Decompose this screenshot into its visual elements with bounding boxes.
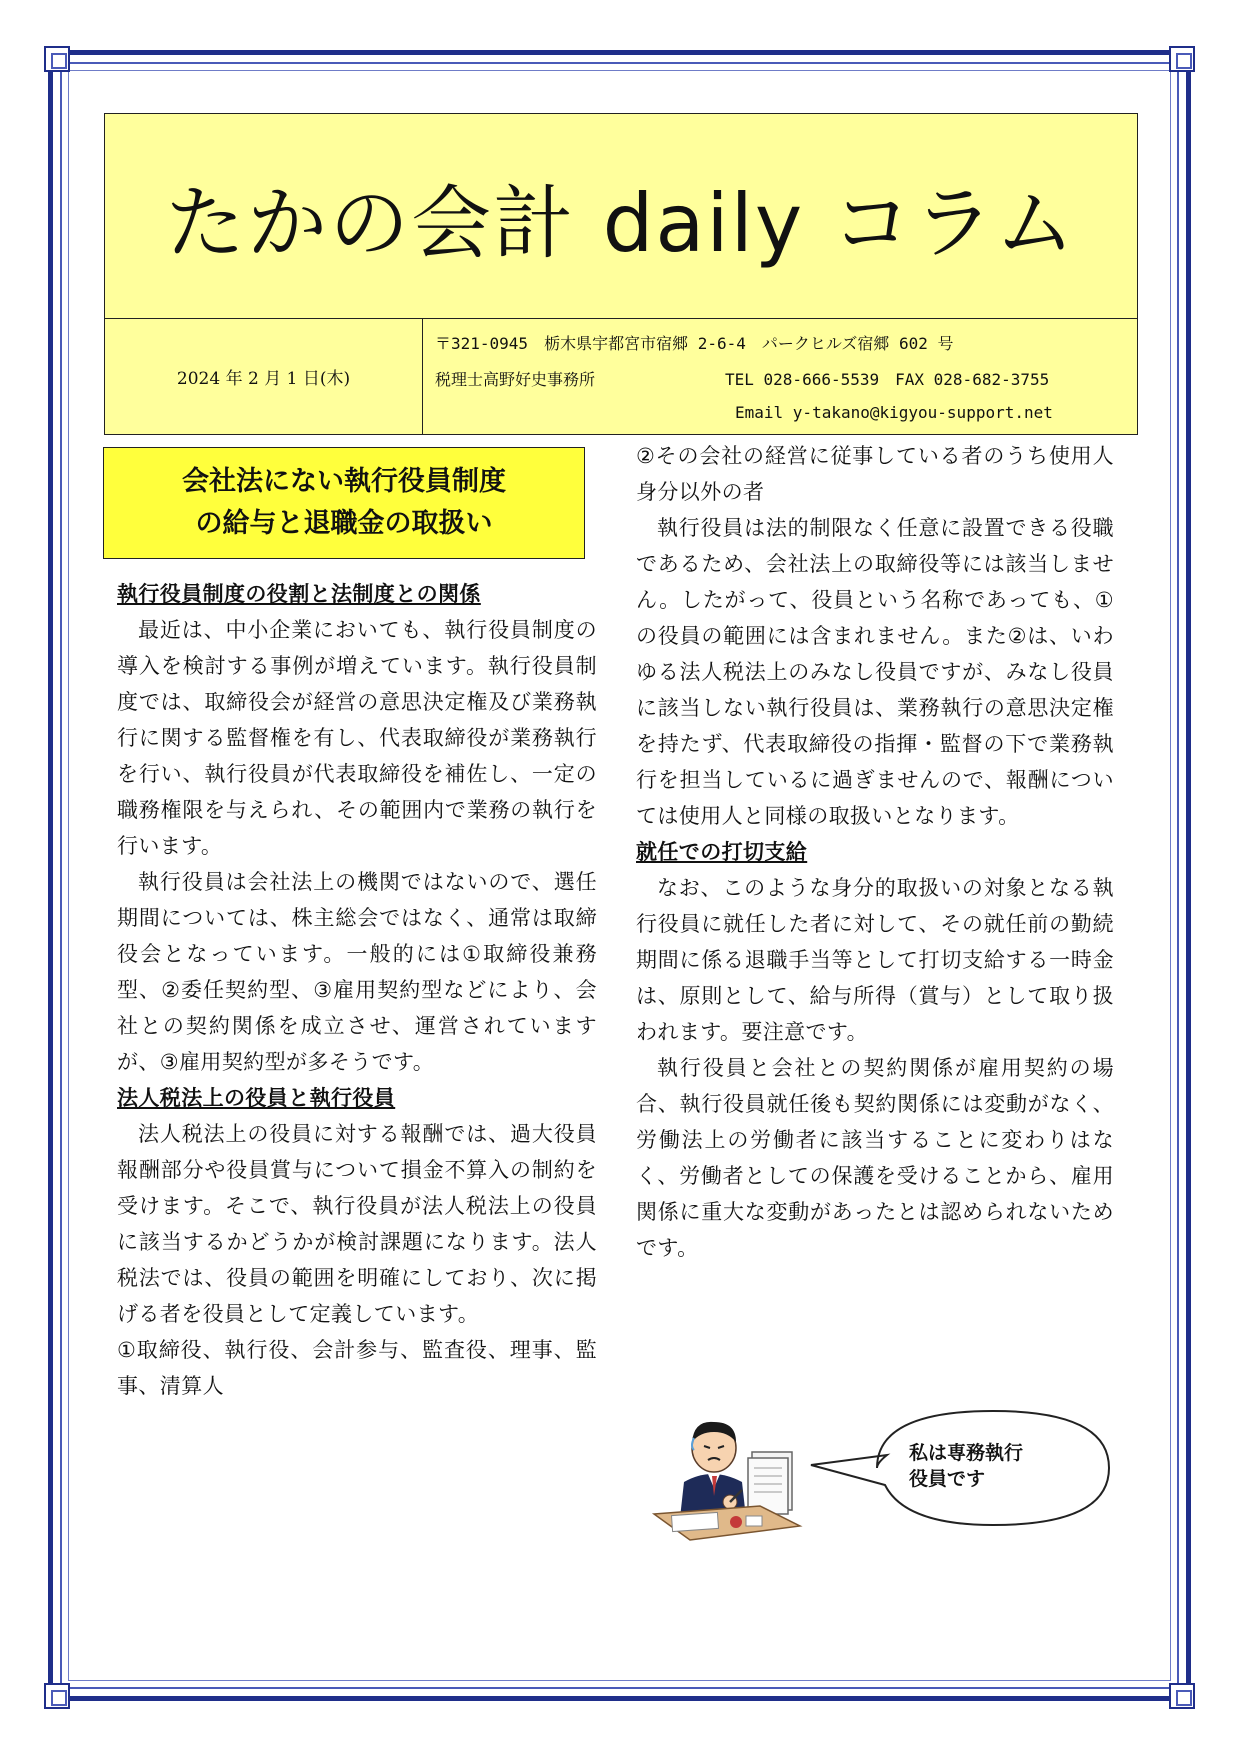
speech-bubble-text — [909, 1440, 1059, 1492]
office-email: Email y-takano@kigyou-support.net — [735, 403, 1053, 422]
frame-corner-bottom-left — [44, 1683, 70, 1709]
newsletter-title: たかの会計 daily コラム — [105, 114, 1137, 319]
office-address: 〒321-0945 栃木県宇都宮市宿郷 2-6-4 パークヒルズ宿郷 602 号 — [435, 334, 954, 353]
article-title-line1: 会社法にない執行役員制度 — [182, 466, 506, 497]
paragraph: 最近は、中小企業においても、執行役員制度の導入を検討する事例が増えています。執行役員制度では、取締役会が経営の意思決定権及び業務執行に関する監督権を有し、代表取締役が業務執行を行い、執行役員が代表取締役を補佐し、一定の職務権限を与えられ、その範囲内で業務の執行を行います。 — [117, 618, 597, 858]
paragraph: 執行役員と会社との契約関係が雇用契約の場合、執行役員就任後も契約関係には変動がなく、労働法上の労働者に該当することに変わりはなく、労働者としての保護を受けることから、雇用関係に重大な変動があったとは認められないためです。 — [636, 1056, 1114, 1260]
paragraph: なお、このような身分的取扱いの対象となる執行役員に就任した者に対して、その就任前の勤続期間に係る退職手当等として打切支給する一時金は、原則として、給与所得（賞与）として取り扱われます。要注意です。 — [636, 876, 1114, 1044]
speech-bubble-line1: 私は専務執行 — [909, 1442, 1024, 1464]
article-title-line2: の給与と退職金の取扱い — [195, 508, 493, 539]
section-heading: 法人税法上の役員と執行役員 — [117, 1086, 396, 1110]
paragraph: 法人税法上の役員に対する報酬では、過大役員報酬部分や役員賞与について損金不算入の制約を受けます。そこで、執行役員が法人税法上の役員に該当するかどうかが検討課題になります。法人税法では、役員の範囲を明確にしており、次に掲げる者を役員として定義しています。 — [117, 1122, 597, 1326]
paragraph: 執行役員は会社法上の機関ではないので、選任期間については、株主総会ではなく、通常は取締役会となっています。一般的には①取締役兼務型、②委任契約型、③雇用契約型などにより、会社との契約関係を成立させ、運営されていますが、③雇用契約型が多そうです。 — [117, 870, 597, 1074]
article-title-box — [103, 447, 585, 559]
businessman-illustration — [650, 1410, 810, 1550]
list-item: ①取締役、執行役、会計参与、監査役、理事、監事、清算人 — [117, 1338, 597, 1398]
frame-corner-top-right — [1169, 46, 1195, 72]
office-tel-fax: TEL 028-666-5539 FAX 028-682-3755 — [725, 370, 1050, 389]
paragraph: 執行役員は法的制限なく任意に設置できる役職であるため、会社法上の取締役等には該当しません。したがって、役員という名称であっても、①の役員の範囲には含まれません。また②は、いわゆる法人税法上のみなし役員ですが、みなし役員に該当しない執行役員は、業務執行の意思決定権を持たず、代表取締役の指揮・監督の下で業務執行を担当しているに過ぎませんので、報酬については使用人と同様の取扱いとなります。 — [636, 516, 1114, 828]
office-name: 税理士高野好史事務所 — [435, 370, 596, 389]
section-heading: 執行役員制度の役割と法制度との関係 — [117, 582, 481, 606]
issue-date: 2024 年 2 月 1 日(木) — [105, 319, 423, 434]
speech-bubble-line2: 役員です — [909, 1468, 986, 1490]
frame-corner-top-left — [44, 46, 70, 72]
frame-corner-bottom-right — [1169, 1683, 1195, 1709]
list-item: ②その会社の経営に従事している者のうち使用人身分以外の者 — [636, 444, 1114, 504]
office-info — [423, 319, 1137, 434]
article-column-right — [636, 438, 1114, 1266]
article-column-left — [117, 576, 597, 1404]
section-heading: 就任での打切支給 — [636, 840, 808, 864]
newsletter-header — [104, 113, 1138, 435]
